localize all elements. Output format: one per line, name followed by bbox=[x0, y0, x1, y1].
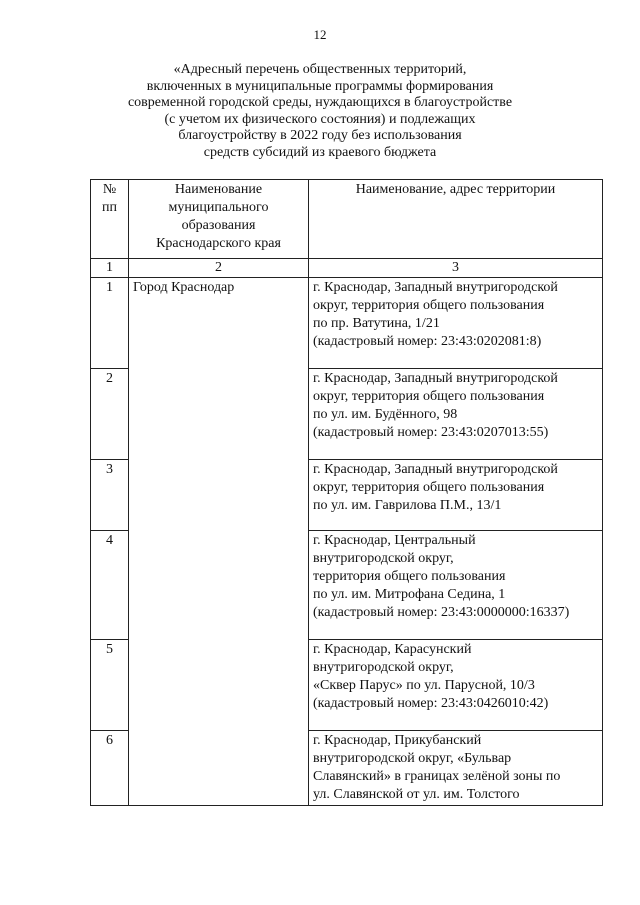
address-cell bbox=[309, 731, 603, 806]
column-number: 3 bbox=[309, 259, 603, 278]
address-line: по ул. им. Митрофана Седина, 1 bbox=[313, 587, 506, 602]
address-line: (кадастровый номер: 23:43:0426010:42) bbox=[313, 696, 549, 711]
address-line: г. Краснодар, Центральный bbox=[313, 533, 476, 548]
address-line: округ, территория общего пользования bbox=[313, 298, 545, 313]
address-line: г. Краснодар, Западный внутригородской bbox=[313, 371, 558, 386]
header-line: Наименование bbox=[174, 182, 263, 197]
table-header-row bbox=[91, 180, 603, 259]
header-line: муниципального bbox=[168, 200, 269, 215]
address-line: по ул. им. Гаврилова П.М., 13/1 bbox=[313, 498, 502, 513]
address-line: по ул. им. Будённого, 98 bbox=[313, 407, 458, 422]
header-address bbox=[309, 180, 603, 259]
row-number: 2 bbox=[91, 369, 129, 460]
column-number-row bbox=[91, 259, 603, 278]
address-line: «Сквер Парус» по ул. Парусной, 10/3 bbox=[313, 678, 535, 693]
address-line: г. Краснодар, Западный внутригородской bbox=[313, 280, 558, 295]
address-table bbox=[90, 179, 603, 806]
address-cell bbox=[309, 369, 603, 460]
header-municipality bbox=[129, 180, 309, 259]
address-line: (кадастровый номер: 23:43:0207013:55) bbox=[313, 425, 549, 440]
address-line: г. Краснодар, Карасунский bbox=[313, 642, 472, 657]
address-line: округ, территория общего пользования bbox=[313, 389, 545, 404]
title-line: (с учетом их физического состояния) и подлежащих bbox=[164, 111, 476, 127]
address-line: внутригородской округ, «Бульвар bbox=[313, 751, 512, 766]
address-cell bbox=[309, 640, 603, 731]
municipality-cell: Город Краснодар bbox=[129, 278, 309, 806]
address-line: (кадастровый номер: 23:43:0000000:16337) bbox=[313, 605, 570, 620]
header-line: № bbox=[102, 182, 117, 197]
table-row bbox=[91, 278, 603, 369]
address-cell bbox=[309, 460, 603, 531]
header-line: пп bbox=[102, 200, 117, 215]
row-number: 4 bbox=[91, 531, 129, 640]
header-line: Наименование, адрес территории bbox=[355, 182, 556, 197]
address-line: внутригородской округ, bbox=[313, 660, 454, 675]
address-line: (кадастровый номер: 23:43:0202081:8) bbox=[313, 334, 542, 349]
address-line: внутригородской округ, bbox=[313, 551, 454, 566]
address-line: г. Краснодар, Западный внутригородской bbox=[313, 462, 558, 477]
row-number: 6 bbox=[91, 731, 129, 806]
address-line: Славянский» в границах зелёной зоны по bbox=[313, 769, 561, 784]
title-line: благоустройству в 2022 году без использования bbox=[178, 128, 462, 143]
address-line: по пр. Ватутина, 1/21 bbox=[313, 316, 440, 331]
row-number: 5 bbox=[91, 640, 129, 731]
row-number: 1 bbox=[91, 278, 129, 369]
title-line: современной городской среды, нуждающихся в благоустройстве bbox=[127, 95, 513, 110]
address-line: округ, территория общего пользования bbox=[313, 480, 545, 495]
header-number bbox=[91, 180, 129, 259]
document-title bbox=[80, 62, 560, 161]
column-number: 2 bbox=[129, 259, 309, 278]
address-line: ул. Славянской от ул. им. Толстого bbox=[313, 787, 520, 802]
title-line: средств субсидий из краевого бюджета bbox=[203, 144, 437, 160]
title-line: включенных в муниципальные программы формирования bbox=[146, 78, 494, 94]
address-line: г. Краснодар, Прикубанский bbox=[313, 733, 482, 748]
page-number: 12 bbox=[313, 27, 327, 42]
header-line: Краснодарского края bbox=[156, 236, 281, 251]
address-cell bbox=[309, 278, 603, 369]
row-number: 3 bbox=[91, 460, 129, 531]
title-line: «Адресный перечень общественных территорий, bbox=[173, 62, 467, 77]
header-line: образования bbox=[181, 218, 256, 233]
address-cell bbox=[309, 531, 603, 640]
address-line: территория общего пользования bbox=[313, 569, 506, 584]
column-number: 1 bbox=[91, 259, 129, 278]
